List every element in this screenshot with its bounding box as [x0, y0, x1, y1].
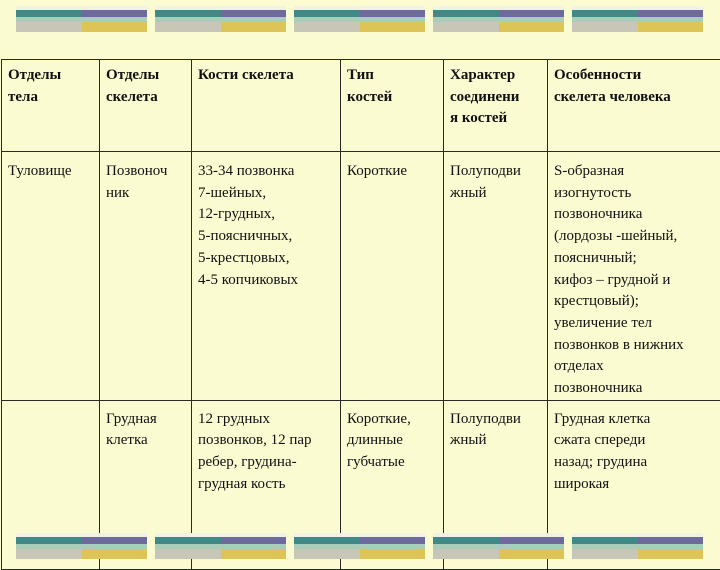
band-gold-stripe [221, 549, 286, 559]
band-accent-stripe [499, 10, 564, 17]
header-cell: Тип костей [341, 60, 444, 152]
skeleton-table [1, 59, 720, 570]
table-cell: Грудная клетка [100, 400, 192, 569]
band-gold-stripe [499, 549, 564, 559]
band-block [572, 6, 703, 32]
table-cell: Туловище [2, 152, 100, 401]
table-cell: Позвоноч ник [100, 152, 192, 401]
table-cell: 33-34 позвонка 7-шейных, 12-грудных, 5-поясничных, 5-крестцовых, 4-5 копчиковых [192, 152, 341, 401]
table-cell: Полуподви жный [444, 152, 548, 401]
table-cell: Грудная клетка сжата спереди назад; грудина широкая [548, 400, 720, 569]
table-row [2, 152, 720, 401]
header-cell: Особенности скелета человека [548, 60, 720, 152]
band-gold-stripe [360, 22, 425, 32]
band-block [294, 533, 425, 559]
band-block [155, 6, 286, 32]
band-gold-stripe [499, 22, 564, 32]
band-accent-stripe [360, 10, 425, 17]
table-cell: Короткие [341, 152, 444, 401]
band-accent-stripe [638, 10, 703, 17]
band-accent-stripe [221, 537, 286, 544]
band-block [433, 6, 564, 32]
band-gold-stripe [82, 549, 147, 559]
band-gold-stripe [360, 549, 425, 559]
band-accent-stripe [82, 10, 147, 17]
footer-decoration-band [0, 533, 720, 559]
band-block [155, 533, 286, 559]
band-accent-stripe [82, 537, 147, 544]
band-accent-stripe [360, 537, 425, 544]
band-gold-stripe [638, 549, 703, 559]
table-cell: S-образная изогнутость позвоночника (лордозы -шейный, поясничный; кифоз – грудной и крестцовый); увеличение тел позвонков в нижних отделах позвоночника [548, 152, 720, 401]
band-block [433, 533, 564, 559]
header-decoration-band [0, 6, 720, 32]
band-block [572, 533, 703, 559]
band-accent-stripe [221, 10, 286, 17]
header-cell: Отделы скелета [100, 60, 192, 152]
header-cell: Кости скелета [192, 60, 341, 152]
band-gold-stripe [82, 22, 147, 32]
band-accent-stripe [499, 537, 564, 544]
table-header-row [2, 60, 720, 152]
table-cell: 12 грудных позвонков, 12 пар ребер, грудина- грудная кость [192, 400, 341, 569]
band-block [294, 6, 425, 32]
band-gold-stripe [638, 22, 703, 32]
band-gold-stripe [221, 22, 286, 32]
table-cell: Полуподви жный [444, 400, 548, 569]
band-block [16, 533, 147, 559]
band-block [16, 6, 147, 32]
header-cell: Отделы тела [2, 60, 100, 152]
table-cell: Короткие, длинные губчатые [341, 400, 444, 569]
band-accent-stripe [638, 537, 703, 544]
header-cell: Характер соединени я костей [444, 60, 548, 152]
